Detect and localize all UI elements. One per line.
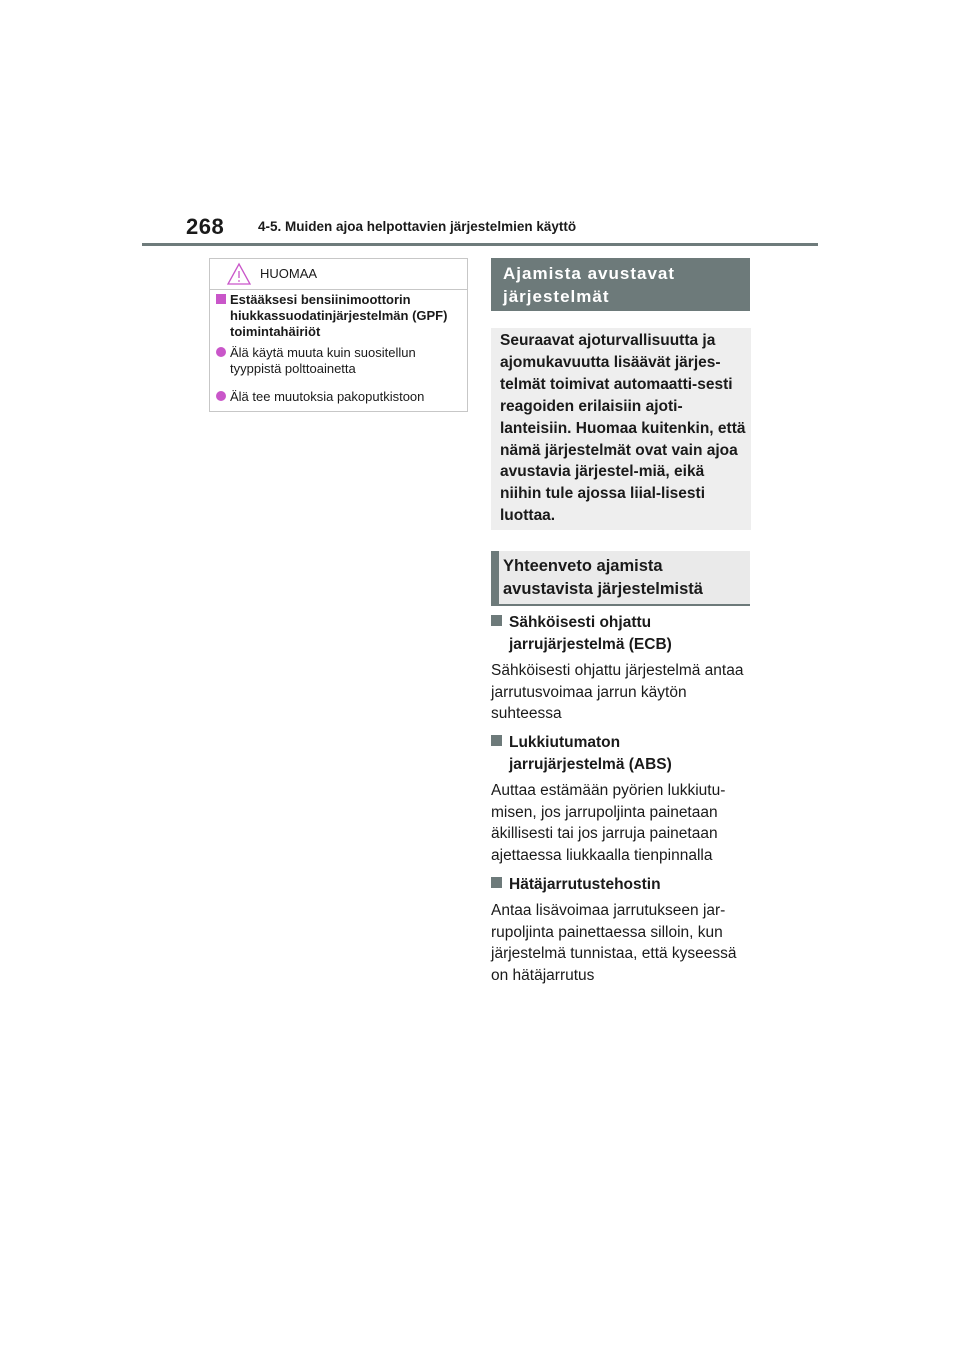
section-title-assist-systems: Ajamista avustavat järjestelmät: [491, 258, 750, 311]
caution-box: [209, 258, 468, 412]
caution-bullet: Älä käytä muuta kuin suositellun tyyppistä polttoainetta: [216, 345, 450, 377]
intro-box: [491, 328, 751, 530]
subsection-heading: Sähköisesti ohjattu jarrujärjestelmä (ECB): [491, 612, 739, 655]
caution-title: HUOMAA: [260, 266, 318, 281]
warning-triangle-icon: [226, 262, 252, 286]
subsection-heading: Lukkiutumaton jarrujärjestelmä (ABS): [491, 732, 739, 775]
round-bullet-icon: [216, 347, 226, 357]
caution-header: [210, 259, 467, 290]
square-bullet-icon: [216, 294, 226, 304]
header-divider: [142, 243, 818, 246]
round-bullet-icon: [216, 391, 226, 401]
caution-bullet: Älä tee muutoksia pakoputkistoon: [216, 389, 450, 405]
subsection-text: Sähköisesti ohjattu järjestelmä antaa jarrutusvoimaa jarrun käytön suhteessa: [491, 662, 744, 723]
page-number: 268: [186, 214, 225, 239]
square-bullet-icon: [491, 735, 502, 746]
square-bullet-icon: [491, 877, 502, 888]
chapter-title: 4-5. Muiden ajoa helpottavien järjestelmien käyttö: [258, 219, 577, 234]
subsection-text: Auttaa estämään pyörien lukkiutu-misen, jos jarrupoljinta painetaan äkillisesti tai jos jarruja painetaan ajettaessa liukkaalla tienpinnalla: [491, 782, 726, 864]
section-title-summary: Yhteenveto ajamista avustavista järjestelmistä: [491, 551, 750, 606]
intro-text: Seuraavat ajoturvallisuutta ja ajomukavuutta lisäävät järjes-telmät toimivat automaatti-sesti reagoiden erilaisiin ajoti-lanteisiin. Huomaa kuitenkin, että nämä järjestelmät ovat vain ajoa avustavia järjestel-miä, eikä niihin tule ajossa liial-lisesti luottaa.: [500, 332, 746, 525]
subsection-heading: Hätäjarrutustehostin: [491, 874, 739, 896]
square-bullet-icon: [491, 615, 502, 626]
caution-heading: Estääksesi bensiinimoottorin hiukkassuodatinjärjestelmän (GPF) toimintahäiriöt: [216, 292, 450, 340]
subsection-text: Antaa lisävoimaa jarrutukseen jar-rupoljinta painettaessa silloin, kun järjestelmä tunnistaa, että kyseessä on hätäjarrutus: [491, 902, 737, 984]
